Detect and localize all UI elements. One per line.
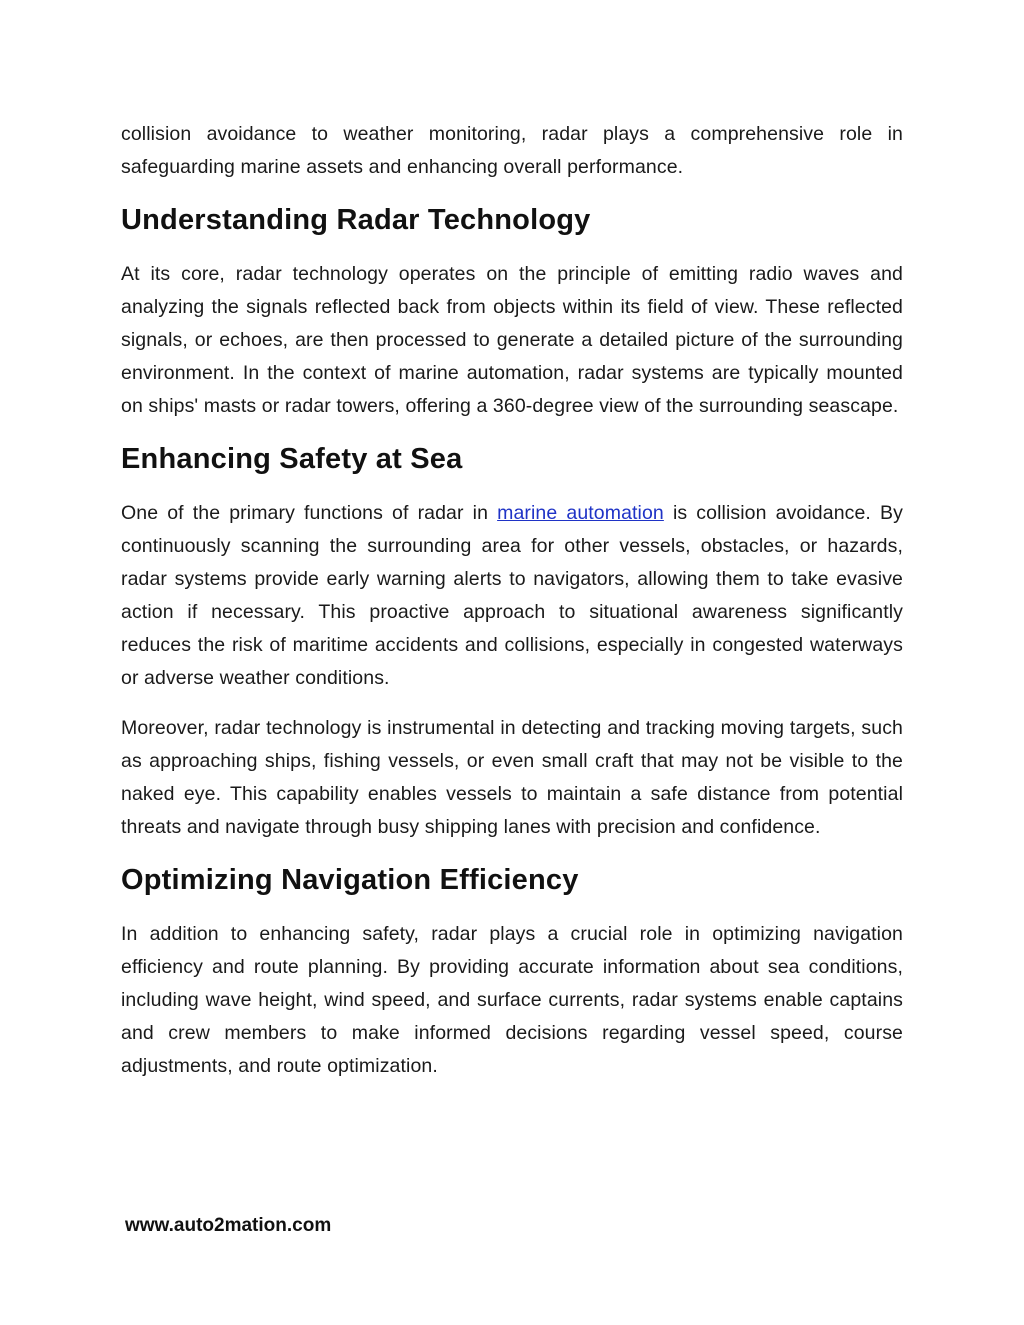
section-heading-optimizing-navigation: Optimizing Navigation Efficiency	[121, 864, 579, 896]
footer-website: www.auto2mation.com	[125, 1215, 332, 1236]
paragraph-target-tracking: Moreover, radar technology is instrumental in detecting and tracking moving targets, such as approaching ships, fishing vessels, or even small craft that may not be visible to the naked eye. This capability enables vessels to maintain a safe distance from potential threats and navigate through busy shipping lanes with precision and confidence.	[121, 717, 903, 838]
paragraph-navigation-efficiency: In addition to enhancing safety, radar plays a crucial role in optimizing navigation efficiency and route planning. By providing accurate information about sea conditions, including wave height, wind speed, and surface currents, radar systems enable captains and crew members to make informed decisions regarding vessel speed, course adjustments, and route optimization.	[121, 923, 903, 1077]
document-body	[121, 118, 903, 1100]
paragraph-collision-avoidance	[121, 497, 903, 695]
section-heading-enhancing-safety: Enhancing Safety at Sea	[121, 443, 463, 475]
paragraph-text-before-link: One of the primary functions of radar in	[121, 502, 498, 524]
section-heading-understanding-radar: Understanding Radar Technology	[121, 204, 591, 236]
intro-paragraph: collision avoidance to weather monitoring, radar plays a comprehensive role in safeguarding marine assets and enhancing overall performance.	[121, 123, 903, 178]
paragraph-radar-core: At its core, radar technology operates on the principle of emitting radio waves and analyzing the signals reflected back from objects within its field of view. These reflected signals, or echoes, are then processed to generate a detailed picture of the surrounding environment. In the context of marine automation, radar systems are typically mounted on ships' masts or radar towers, offering a 360-degree view of the surrounding seascape.	[121, 263, 903, 417]
paragraph-text-after-link: is collision avoidance. By continuously scanning the surrounding area for other vessels, obstacles, or hazards, radar systems provide early warning alerts to navigators, allowing them to take evasive action if necessary. This proactive approach to situational awareness significantly reduces the risk of maritime accidents and collisions, especially in congested waterways or adverse weather conditions.	[121, 502, 903, 689]
marine-automation-link[interactable]: marine automation	[497, 502, 664, 524]
